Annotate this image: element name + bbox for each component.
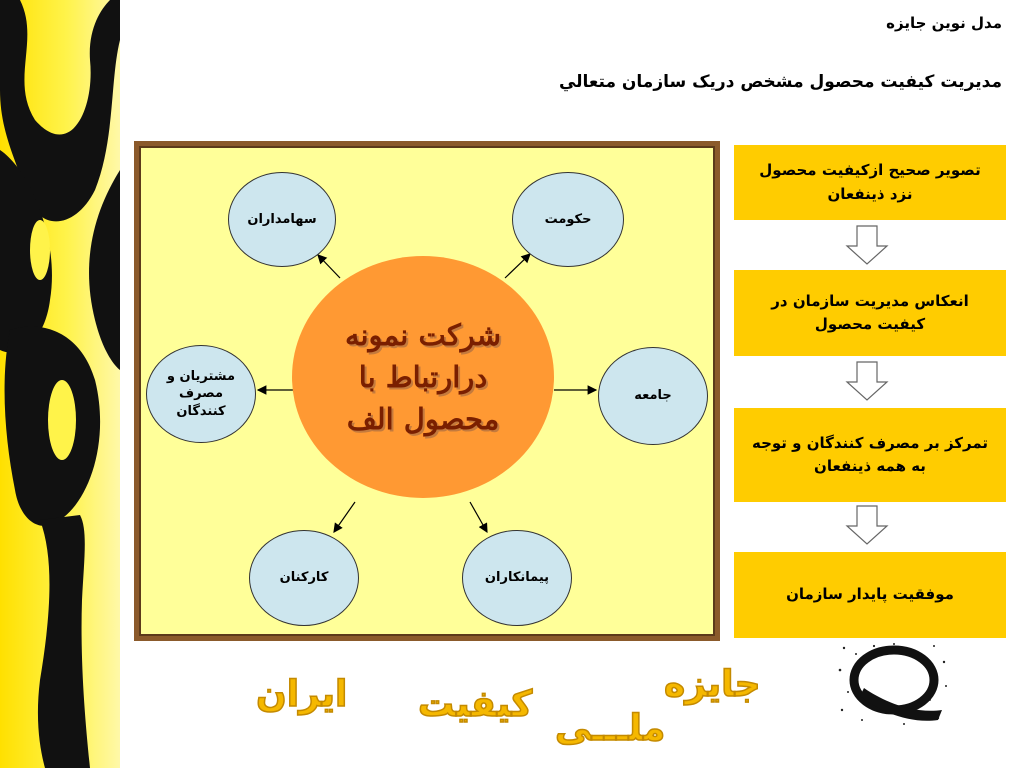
flow-step-3: تمركز بر مصرف كنندگان و توجه به همه ذينفعان xyxy=(734,408,1006,502)
node-society: جامعه xyxy=(598,347,708,445)
hub-line-2: درارتباط با xyxy=(358,359,488,394)
node-customers: مشتريان و مصرف كنندگان xyxy=(146,345,256,443)
node-shareholders: سهامداران xyxy=(228,172,336,267)
central-hub xyxy=(292,256,554,498)
node-employees: كاركنان xyxy=(249,530,359,626)
wordmark-quality: كيفيت xyxy=(418,684,533,725)
flow-arrow-1 xyxy=(847,226,887,264)
quality-q-logo xyxy=(834,640,952,728)
page-subtitle: مديريت كيفيت محصول مشخص دريک سازمان متعالي xyxy=(558,72,1002,92)
hub-line-1: شركت نمونه xyxy=(344,317,502,352)
wordmark-award: جايزه xyxy=(664,664,761,705)
node-government: حکومت xyxy=(512,172,624,267)
node-contractors: پيمانكاران xyxy=(462,530,572,626)
flow-step-4: موفقيت پايدار سازمان xyxy=(734,552,1006,638)
left-decorative-band xyxy=(0,0,120,768)
page-title: مدل نوين جايزه xyxy=(886,14,1002,32)
flow-step-1: تصوير صحيح ازكيفيت محصول نزد ذينفعان xyxy=(734,145,1006,220)
flow-arrow-3 xyxy=(847,506,887,544)
hub-line-3: محصول الف xyxy=(346,402,500,437)
flow-arrow-2 xyxy=(847,362,887,400)
wordmark-national: ملـــی xyxy=(555,708,666,749)
trophy-figure-graphic xyxy=(0,0,120,768)
flow-step-2: انعكاس مديريت سازمان در كيفيت محصول xyxy=(734,270,1006,356)
wordmark-iran: ايران xyxy=(256,674,348,715)
